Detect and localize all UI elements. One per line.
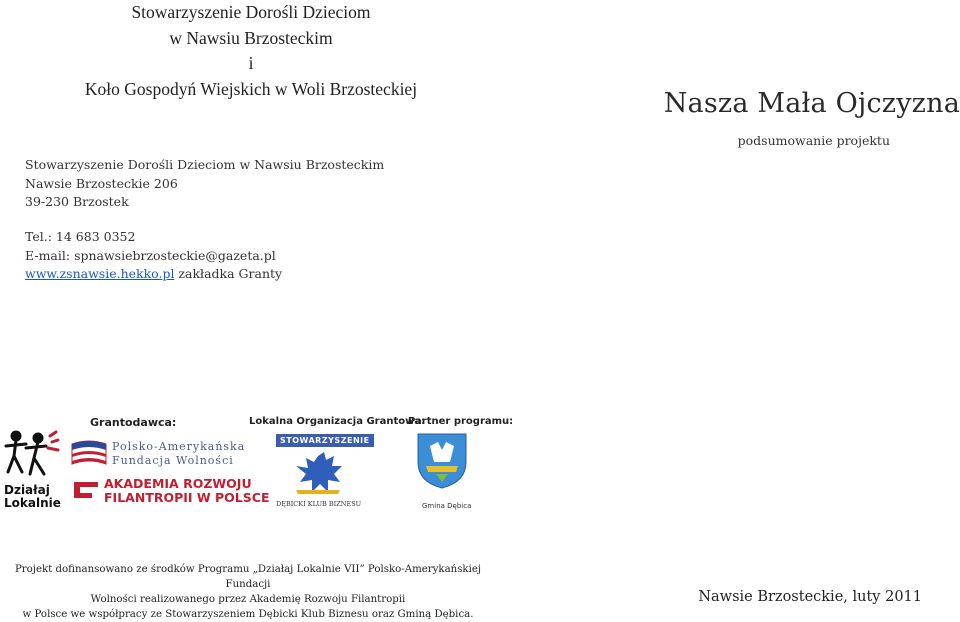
arfp-line1: AKADEMIA ROZWOJU [104, 476, 252, 491]
place-and-date: Nawsie Brzosteckie, luty 2011 [698, 589, 922, 605]
dzialaj-lokalnie-logo [4, 428, 64, 508]
dzialaj-word: Działaj [4, 483, 50, 497]
address-line3: 39-230 Brzostek [25, 194, 129, 209]
logos-section [0, 410, 514, 515]
postal-address [25, 156, 384, 212]
org-name-line4: Koło Gospodyń Wiejskich w Woli Brzosteckiej [84, 78, 418, 99]
lokalnie-word: Lokalnie [4, 496, 61, 510]
funding-note-line3: w Polsce we współpracy ze Stowarzyszeniem Dębicki Klub Biznesu oraz Gminą Dębica. [22, 609, 474, 620]
program-partner-heading: Partner programu: [408, 416, 514, 427]
dzialaj-lokalnie-wordmark [4, 484, 64, 510]
organization-header [0, 0, 502, 102]
gmina-label: Gmina Dębica [422, 502, 472, 510]
contact-info [25, 228, 282, 284]
org-name-conjunction: i [248, 53, 254, 73]
pafw-logo [70, 438, 246, 470]
email-address: E-mail: spnawsiebrzosteckie@gazeta.pl [25, 247, 276, 263]
gmina-debica-logo [414, 432, 474, 514]
flag-icon [70, 438, 108, 470]
local-grant-org-heading: Lokalna Organizacja Grantowa: [249, 416, 426, 427]
address-line2: Nawsie Brzosteckie 206 [25, 175, 178, 191]
website-line [25, 265, 282, 284]
project-subtitle: podsumowanie projektu [737, 133, 890, 148]
org-name-line1: Stowarzyszenie Dorośli Dzieciom [131, 2, 371, 22]
org-name-line2: w Nawsiu Brzosteckim [169, 27, 333, 48]
website-link[interactable]: www.zsnawsie.hekko.pl [25, 266, 175, 281]
dkb-top-label: STOWARZYSZENIE [276, 434, 374, 447]
pafw-line2: Fundacja Wolności [112, 454, 234, 467]
arfp-symbol-icon [72, 478, 100, 502]
address-line1: Stowarzyszenie Dorośli Dzieciom w Nawsiu Brzosteckim [25, 157, 385, 172]
dkb-logo [274, 432, 370, 510]
project-title: Nasza Mała Ojczyzna [663, 88, 960, 119]
grantor-heading: Grantodawca: [90, 416, 177, 429]
arfp-line2: FILANTROPII W POLSCE [104, 490, 270, 505]
funding-note [0, 562, 496, 622]
arfp-logo [72, 476, 270, 506]
coat-of-arms-icon [416, 432, 468, 490]
phone-number: Tel.: 14 683 0352 [25, 229, 136, 244]
website-note: zakładka Granty [174, 266, 283, 281]
funding-note-line1: Projekt dofinansowano ze środków Programu „Działaj Lokalnie VII” Polsko-Amerykańskiej Fundacji [14, 564, 482, 590]
griffin-icon [288, 450, 348, 496]
funding-note-line2: Wolności realizowanego przez Akademię Rozwoju Filantropii [90, 594, 406, 605]
dkb-bottom-label: DĘBICKI KLUB BIZNESU [276, 500, 362, 508]
pafw-line1: Polsko-Amerykańska [112, 440, 246, 453]
figures-icon [4, 428, 60, 480]
